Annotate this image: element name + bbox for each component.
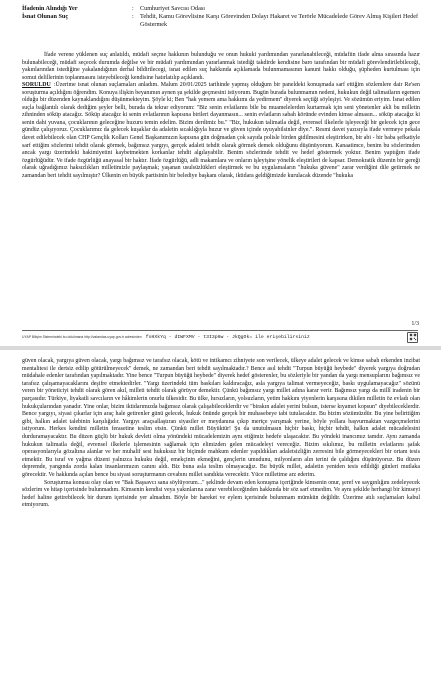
rights-paragraph: İfade verene yüklenen suç anlatıldı, müdafi seçme hakkının bulunduğu ve onun hukuki yardımından yararlanabileceği, müdafiin ifade alma sırasında hazır bulunabileceği, müdafi seçecek durumda değilse ve bir müdafi yardımından yararlanmak istediği takdirde kendisine baro tarafından bir müdafi görevlendirilebileceği, yakınlarından istediğine yakalandığının derhal bildirilecegi, isnat edilen suç hakkında açıklamada bulunmamasının kanuni hakkı olduğu, şüpheden kurtulması için somut delillerinin toplanmasını isteyebileceği kendisine hatırlatılıp açıklandı. <box>22 52 420 81</box>
uyap-footer <box>22 330 418 343</box>
verification-code: foHXkYq - dIWFXMV - t3I3p6w - JkQgOk= ile erişebilirsiniz <box>145 334 310 340</box>
answer-text: :Üzerime isnat olunan suçlamaları anladım. Malum 20/01/2025 tarihinde yapmış olduğum bir paneldeki konuşmada sarf ettiğim sözlemlere dair Re'sen soruşturma açıldığını öğrendim. Konuya ilişkin beyanımın aynen şu şekilde geçmesini istiyorum. Bugün burada bulunmamın nedeni, hukukun değil talimatların egemen olduğu bir düzenden kaynaklandığını düşünmekteyim. Şöyle ki; Ben "hak yemem ama hakkımı da yedirmem" diyerek seçtiği söyleşiyi. Ve sözümün eriyim. İsnat edilen suçla bağlantılı olarak dediğim şeyler belli, burada da tekrar ediyorum: "Biz senin evlatlarını bile bu muamelelerden kurtarmak için seni yönetenler akli bu milletin zihninden söküp atacağız. Söküp atacağız ki senin evlatlarının kapısına birileri dayanmasın... senin evlatların sabah köründe evinden kimse almasın... söküp atacağız ki senin dahi yuvana, çocuklarının geleceğine huzuru temin edelim. Bizim derdimiz bu." "Biz, hukukun talimatla değil, evrensel ilkelerle işleyeceği bir gelecek için gece gündüz çalışıyoruz. Çocuklarımız da gelecek kuşaklar da adaletin sıcaklığıyla huzur ve güven içinde uyuyabilsinler diye.". Resmi davet yazısıyla ifade vermeye pekala davet edilebilecek olan CHP Gençlik Kolları Genel Başkanımızın kapısına gün doğmadan çok sayıda polisle birden gidilmesini eleştirirken, bir abi - bir baba şefkatiyle sarf ettiğim sözlerimi tehdit olarak görmek, bağımsız yargıyı, gerçek adaleti tehdit olarak görmek demek olduğunu düşünüyorum. Kanaatimce, benim bu sözlerimden ancak yargı üzerindeki hakimiyetini kaybetmekten korkanlar tehdit algılayabilir. Benim sözlerimde tehdit ve hedef göstermek yoktur. Benim yaptığım ifade özgürlüğüdür. Ve ifade özgürlüğü anayasal bir haktır. İfade özgürlüğü, adli makamlara ve onların işleyişine yönelik eleştirileri de kapsar. Demokratik düzenin bir gereği olarak uğradığımız haksızlıkları milletimizle paylaşmak; yaşanan usulsüzlükleri eleştirmek ve bu uygulamaların "hukuka güvene" zarar verdiğini dile getirmek ne zamandan beri tehdit sayılmıştır? Ülkenin en büyük partisinin bir belediye başkanı olarak, iktidara geldiğimizde kurulacak düzende "hukuka <box>22 82 420 179</box>
continued-paragraph: güven olacak, yargıya güven olacak, yargı bağımsız ve tarafsız olacak, kötü ve intikamcı zihniyete son verilecek, ülkeye adalet gelecek ve kimse sabah erkenden inzibat mentalitesi ile dertsiz edilip götürülmeyecek" demek, ne zamandan beri tehdit sayılmaktadır.? Bence asıl tehdit "Turpun büyüğü heybede" diyerek yargıya doğrudan müdahale edenler tarafından yapılmaktadır. Yine bence "Turpun büyüğü heybede" diyerek hedef gösterenler, bu sözleriyle bir yandan da yargı mensuplarını bağımsız ve tarafsız çalışamayacaklarını deşifre etmektedirler. "Yargı üzerindeki tüm baskıları kaldıracağız, asla yargıya talimat vermeyeceğiz, baskı uygulamayacağız" sözünü veren bir yöneticiyi tehdit olarak gören akıl, milleti tehdit olarak görüyor demektir. Çünkü bağımsız yargı millet adına karar verir. Bağımsız yargı da millî iradenin bir parçasıdır. Türkiye, liyakatli savcıların ve hâkimlerin onurlu ülkesidir. Bu ülke, hırsızların, yolsuzların, yetim hakkını yiyenlerin karşısına dikilen milletin öz evladı olan hukukçularından yanadır. Yine onlar, bizim iktidarımızda bağımsız olarak çalışabileceklerdir ve "birakın adalet yerini bulsun, isterse kıyamet kopsun" diyebileceklerdir. Bence yargıyı, siyasi çıkarlar için araç hale getirenler günü gelecek, hukuk önünde gerçek bir muhasebeye tabi tutulacaktır. Bu bizim sözümüzdür. Bu yine belirttiğim gibi, halkın adalet talebinin karşılığıdır. Yargıyı araçsallaştıran siyasiler er meydanına çıkıp mertçe yarışmak yerine, böyle yollara başvurmaktan vazgeçmelerini istiyorum. Herkes kendini milletin ferasetine teslim etsin. Çünkü millet Büyüktür! Şu da unutulmasın hiçbir baskı, hiçbir tehdit, halkın adalet mücadelesini durduramayacaktır. Bu düzen güçlü bir hukuk devleti olma yönündeki mücadelemizin aynı etiğimiz hedefe ulaşacaktır. Bu yöndeki inancımız tamdır. Aynı zamanda hukukun talimatla değil, evrensel ilkelerle işlemesinin sağlamak için elimizden gelen mücadeleyi vereceğiz. Bizim sıkılımız, bu milletin evlatlarını şafak operasyonlarıyla gözaltına alanlar ve her muhalif sesi hukuksuz bir biçimde mahkum edenler yapıldıkları adaletsizliğin zerresini bile görmeyecekleri bir ortam tesis etmektir. Bu israf ve yağma düzeni yalnızca hukuku değil, emekçinin ekmeğini, gençlerin umudunu, milyonların alın terini de çaldığını düşünüyoruz. Bu düzen depremde, yangında zorda kalan insanlarımızın canını aldı. Biz buna asla teslim olmayacağız. Bu büyük millet, adaletin yeniden tesis edildiği günleri mutlaka görecektir. Ve hakkında açılan bence bu siyasi soruşturmanın cevabını millet sandıkta verecektir. Yüce milletime arz ederim. <box>22 358 420 478</box>
sorulu-label: SORULDU <box>22 82 51 89</box>
header-value: Tehdit, Kamu Görevlisine Karşı Görevinden Dolayı Hakaret ve Terörle Mücadelede Görev Almış Kişileri Hedef Göstermek <box>140 13 419 29</box>
statement-body <box>22 52 420 180</box>
document-page-1 <box>0 0 441 346</box>
header-colon: : <box>132 13 134 21</box>
statement-header <box>22 5 422 30</box>
footer-text: UYAP Bilişim Sistemindeki bu dokümana http://vatandas.uyap.gov.tr adresinden <box>22 335 142 339</box>
header-colon: : <box>132 5 134 12</box>
page-number: 1/3 <box>411 321 419 327</box>
statement-body-continued <box>22 358 420 510</box>
closing-paragraph: Soruşturma konusu olay olan ve "Bak Başsavcı sana söylüyorum..." şeklinde devam eden konuşma içeriğinde kimsenin onur, şeref ve saygınlığını zedeleyecek sözlerim ve hitap içerisinde bulunmadım. Kimsenin kendisi veya yakınlarına zarar verebileceğinden hakkında bir söz sarf etmedim. Ve aynı şekilde herhangi bir kimseyi hedef haline getirebilecek bir durum içerisinde yer almadım. Böyle bir hareket ve eylem içerisinde bulunmam mümkün değildir. Üzerime atılı suçlamaları kabul etmiyorum. <box>22 479 420 509</box>
header-label: İfadenin Alındığı Yer <box>22 5 78 12</box>
header-row-charge <box>22 13 422 29</box>
header-label: İsnat Olunan Suç <box>22 13 69 21</box>
uyap-logo-icon <box>407 332 418 343</box>
header-row-location <box>22 5 422 13</box>
answer-paragraph <box>22 82 420 180</box>
header-value: Cumhuriyet Savcısı Odası <box>140 5 205 12</box>
document-page-2 <box>0 350 441 700</box>
